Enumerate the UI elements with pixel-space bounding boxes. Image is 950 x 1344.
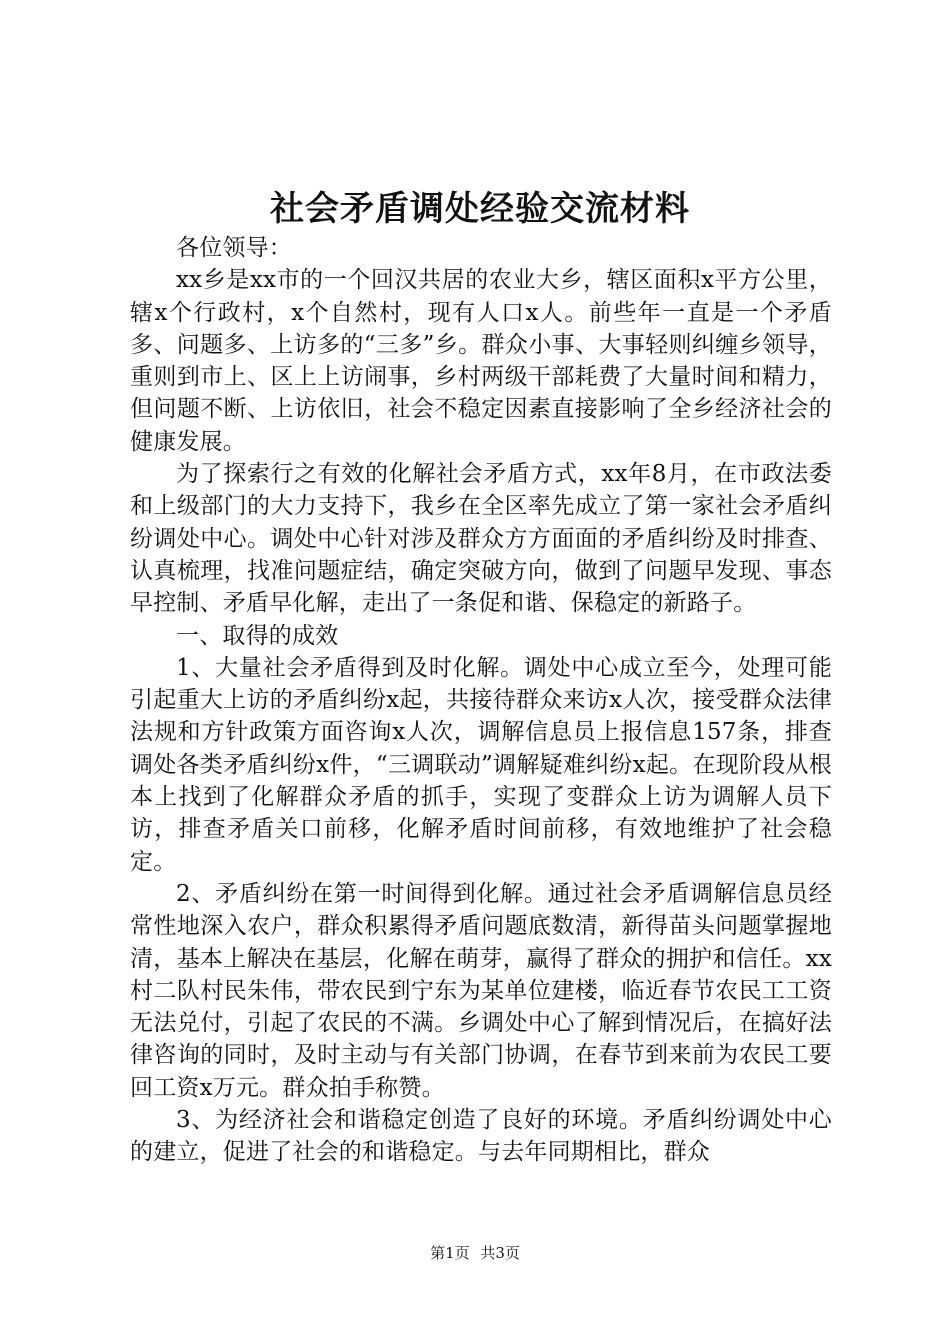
salutation: 各位领导： <box>176 235 292 261</box>
page-number: 第1页 <box>430 1244 470 1262</box>
page-total: 共3页 <box>480 1244 520 1262</box>
document-body <box>130 232 832 1169</box>
paragraph-result-1: 1、大量社会矛盾得到及时化解。调处中心成立至今，处理可能引起重大上访的矛盾纠纷x起，共接待群众来访x人次，接受群众法律法规和方针政策方面咨询x人次，调解信息员上报信息157条，排查调处各类矛盾纠纷x件，“三调联动”调解疑难纠纷x起。在现阶段从根本上找到了化解群众矛盾的抓手，实现了变群众上访为调解人员下访，排查矛盾关口前移，化解矛盾时间前移，有效地维护了社会稳定。 <box>130 654 832 875</box>
page-title: 社会矛盾调处经验交流材料 <box>270 189 690 229</box>
section-heading-results: 一、取得的成效 <box>176 622 339 649</box>
paragraph-intro: xx乡是xx市的一个回汉共居的农业大乡，辖区面积x平方公里，辖x个行政村，x个自然村，现有人口x人。前些年一直是一个矛盾多、问题多、上访多的“三多”乡。群众小事、大事轻则纠缠乡领导，重则到市上、区上上访闹事，乡村两级干部耗费了大量时间和精力，但问题不断、上访依旧，社会不稳定因素直接影响了全乡经济社会的健康发展。 <box>130 267 832 455</box>
paragraph-result-2: 2、矛盾纠纷在第一时间得到化解。通过社会矛盾调解信息员经常性地深入农户，群众积累得矛盾问题底数清，新得苗头问题掌握地清，基本上解决在基层，化解在萌芽，赢得了群众的拥护和信任。xx村二队村民朱伟，带农民到宁东为某单位建楼，临近春节农民工工资无法兑付，引起了农民的不满。乡调处中心了解到情况后，在搞好法律咨询的同时，及时主动与有关部门协调，在春节到来前为农民工要回工资x万元。群众拍手称赞。 <box>130 880 832 1101</box>
paragraph-background: 为了探索行之有效的化解社会矛盾方式，xx年8月，在市政法委和上级部门的大力支持下，我乡在全区率先成立了第一家社会矛盾纠纷调处中心。调处中心针对涉及群众方方面面的矛盾纠纷及时排查、认真梳理，找准问题症结，确定突破方向，做到了问题早发现、事态早控制、矛盾早化解，走出了一条促和谐、保稳定的新路子。 <box>130 461 832 617</box>
paragraph-result-3: 3、为经济社会和谐稳定创造了良好的环境。矛盾纠纷调处中心的建立，促进了社会的和谐稳定。与去年同期相比，群众 <box>130 1107 832 1166</box>
page-footer <box>0 1243 950 1263</box>
